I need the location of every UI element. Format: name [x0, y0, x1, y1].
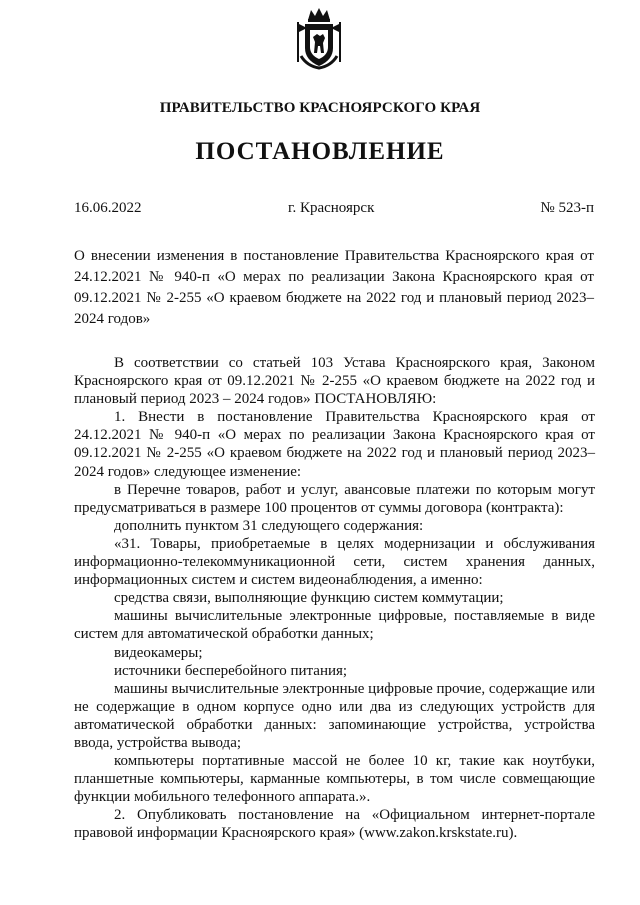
krasnoyarsk-coat-of-arms-icon	[293, 6, 345, 70]
document-number: № 523-п	[540, 200, 594, 216]
authority-title: ПРАВИТЕЛЬСТВО КРАСНОЯРСКОГО КРАЯ	[159, 100, 481, 116]
list-item: машины вычислительные электронные цифровые, поставляемые в виде систем для автоматической обработки данных;	[74, 608, 595, 643]
document-subject: О внесении изменения в постановление Правительства Красноярского края от 24.12.2021 № 940-п «О мерах по реализации Закона Красноярского края от 09.12.2021 № 2-255 «О краевом бюджете на 2022 год и плановый период 2023–2024 годов»	[74, 248, 594, 327]
document-body	[74, 354, 595, 843]
clause-1-paragraph: 1. Внести в постановление Правительства Красноярского края от 24.12.2021 № 940-п «О мерах по реализации Закона Красноярского края от 09.12.2021 № 2-255 «О краевом бюджете на 2022 год и плановый период 2023–2024 годов» следующее изменение:	[74, 409, 595, 480]
list-item: компьютеры портативные массой не более 10 кг, такие как ноутбуки, планшетные компьютеры, карманные компьютеры, в том числе совмещающие функции мобильного телефонного аппарата.».	[74, 753, 595, 806]
list-item: средства связи, выполняющие функцию систем коммутации;	[114, 590, 504, 607]
preamble-paragraph: В соответствии со статьей 103 Устава Красноярского края, Законом Красноярского края от 09.12.2021 № 2-255 «О краевом бюджете на 2022 год и плановый период 2023 – 2024 годов» ПОСТАНОВЛЯЮ:	[74, 355, 595, 408]
document-date: 16.06.2022	[74, 200, 142, 216]
item-31-paragraph: «31. Товары, приобретаемые в целях модернизации и обслуживания информационно-телекоммуникационной сети, систем хранения данных, информационных систем и систем видеонаблюдения, а именно:	[74, 535, 595, 589]
clause-2-paragraph: 2. Опубликовать постановление на «Официальном интернет-портале правовой информации Красноярского края» (www.zakon.krskstate.ru).	[74, 807, 595, 842]
document-city: г. Красноярск	[288, 200, 375, 216]
body-paragraph: дополнить пунктом 31 следующего содержания:	[114, 517, 424, 534]
body-paragraph: в Перечне товаров, работ и услуг, авансовые платежи по которым могут предусматриваться в размере 100 процентов от суммы договора (контракта):	[74, 481, 595, 516]
document-meta-row	[74, 200, 594, 220]
list-item: источники бесперебойного питания;	[114, 662, 348, 679]
document-type-title: ПОСТАНОВЛЕНИЕ	[195, 138, 445, 165]
list-item: видеокамеры;	[114, 644, 203, 661]
list-item: машины вычислительные электронные цифровые прочие, содержащие или не содержащие в одном корпусе одно или два из следующих устройств для автоматической обработки данных: запоминающие устройства, устройства ввода, устройства вывода;	[74, 680, 595, 751]
